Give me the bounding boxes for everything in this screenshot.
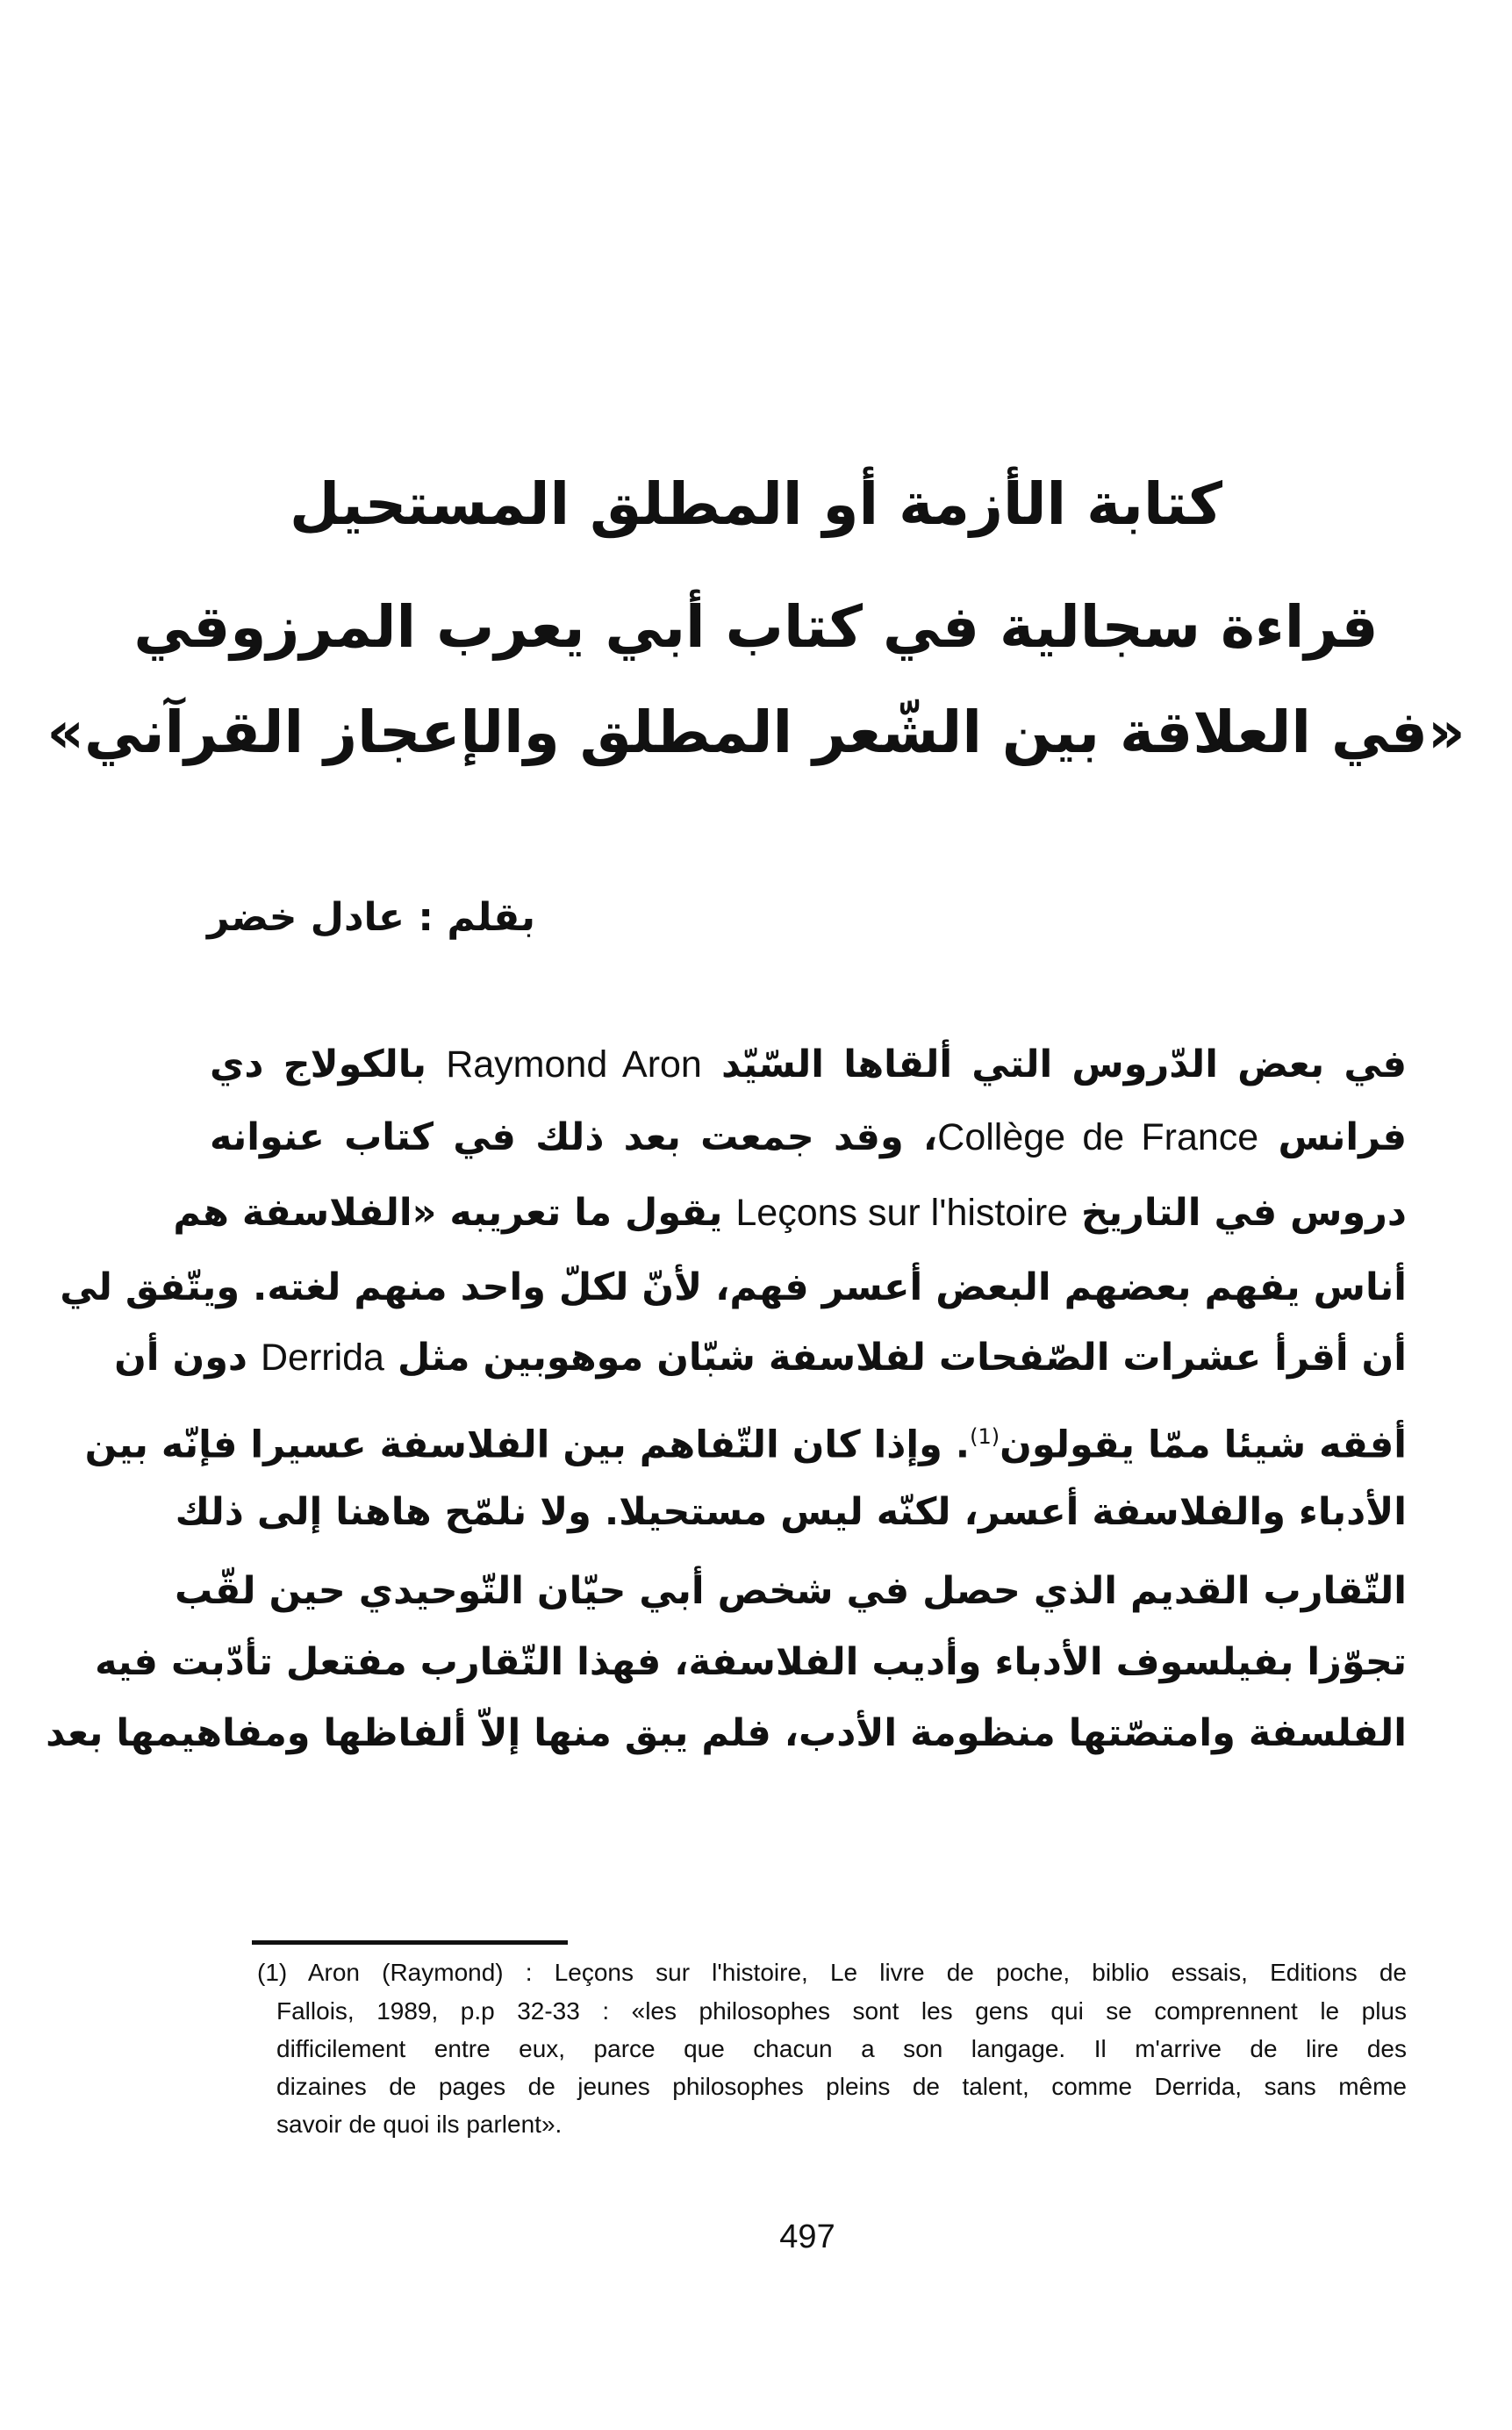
body-line (95, 1636, 1407, 1688)
text: يقول ما تعريبه «الفلاسفة هم (173, 1191, 736, 1235)
article-title: كتابة الأزمة أو المطلق المستحيل (289, 470, 1223, 538)
text: . وإذا كان التّفاهم بين الفلاسفة عسيرا فإنّه بين (84, 1423, 971, 1467)
text: الأدباء والفلاسفة أعسر، لكنّه ليس مستحيلا. ولا نلمّح هاهنا إلى ذلك (175, 1490, 1407, 1534)
text: تجوّزا بفيلسوف الأدباء وأديب الفلاسفة، فهذا التّقارب مفتعل تأدّبت فيه (95, 1640, 1407, 1684)
text: دروس في التاريخ (1068, 1191, 1407, 1235)
page-number: 497 (779, 2219, 835, 2255)
body-line (174, 1565, 1407, 1617)
text: أفقه شيئا ممّا يقولون (1000, 1423, 1407, 1467)
text: في بعض الدّروس التي ألقاها السّيّد (701, 1043, 1407, 1086)
footnote-divider (252, 1940, 568, 1945)
footnote-line: difficilement entre eux, parce que chacun a son langage. Il m'arrive de lire des (276, 2035, 1407, 2062)
body-line (84, 1410, 1407, 1471)
body-line (175, 1486, 1407, 1538)
body-line (114, 1331, 1407, 1384)
byline: بقلم : عادل خضر (207, 895, 535, 940)
body-line (46, 1707, 1407, 1760)
latin-term: Derrida (260, 1337, 384, 1379)
text: أناس يفهم بعضهم البعض أعسر فهم، لأنّ لكلّ واحد منهم لغته. ويتّفق لي (60, 1265, 1407, 1309)
footnote-ref[interactable]: (1) (970, 1424, 1000, 1449)
latin-term: Raymond Aron (446, 1043, 702, 1086)
footnote-line: Fallois, 1989, p.p 32-33 : «les philosophes sont les gens qui se comprennent le plus (276, 1997, 1407, 2025)
text: دون أن (114, 1336, 261, 1380)
footnote-line: dizaines de pages de jeunes philosophes pleins de talent, comme Derrida, sans même (276, 2073, 1407, 2100)
body-line (60, 1261, 1407, 1314)
body-line (210, 1038, 1407, 1091)
latin-term: Leçons sur l'histoire (735, 1192, 1069, 1234)
text: الفلسفة وامتصّتها منظومة الأدب، فلم يبق منها إلاّ ألفاظها ومفاهيمها بعد (46, 1711, 1407, 1755)
footnote-line: savoir de quoi ils parlent». (276, 2111, 563, 2138)
text: بالكولاج دي (210, 1043, 447, 1086)
text: أن أقرأ عشرات الصّفحات لفلاسفة شبّان موهوبين مثل (383, 1336, 1407, 1380)
latin-term: Collège de France (937, 1116, 1259, 1158)
text: ، وقد جمعت بعد ذلك في كتاب عنوانه (210, 1115, 938, 1159)
article-subtitle-quote: «في العلاقة بين الشّعر المطلق والإعجاز القرآني» (47, 699, 1465, 766)
text: فرانس (1258, 1115, 1408, 1159)
body-line (173, 1186, 1407, 1239)
article-subtitle: قراءة سجالية في كتاب أبي يعرب المرزوقي (133, 593, 1379, 661)
body-line (210, 1111, 1407, 1164)
footnote-line: (1) Aron (Raymond) : Leçons sur l'histoire, Le livre de poche, biblio essais, Editions de (257, 1959, 1407, 1986)
text: التّقارب القديم الذي حصل في شخص أبي حيّان التّوحيدي حين لقّب (174, 1569, 1407, 1613)
